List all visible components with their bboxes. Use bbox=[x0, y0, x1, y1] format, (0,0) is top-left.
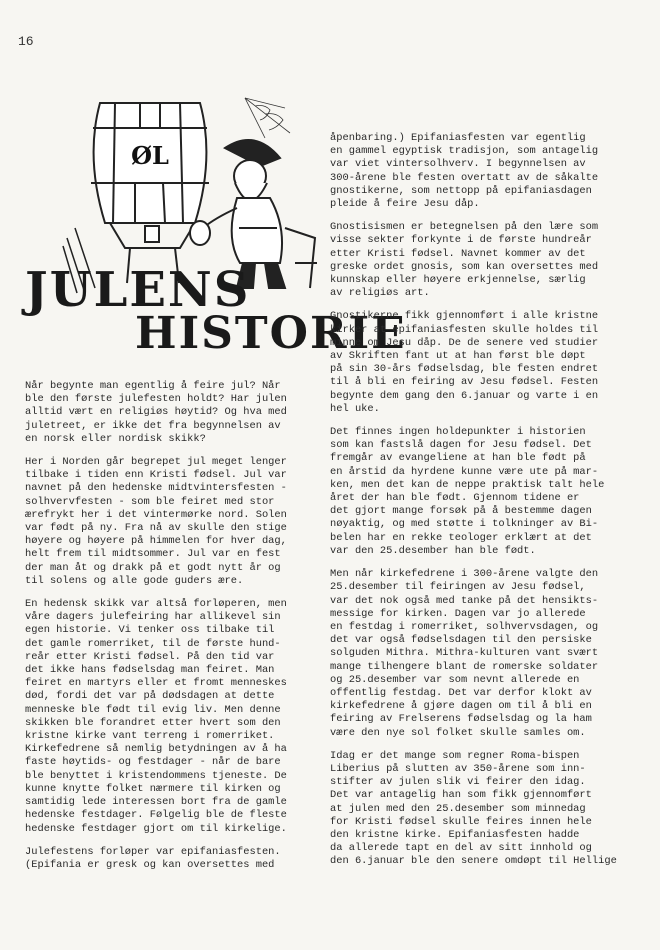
paragraph: En hedensk skikk var altså forløperen, men våre dagers julefeiring har allikevel sin egen historie. Vi tenker oss tilbake til det gamle romerriket, til de første hund- reår etter Kristi fødsel. På den tid var det ikke hans fødselsdag man feiret. Man feiret en martyrs eller et fromt menneskes død, fordi det var på dødsdagen at dette menneske ble født til evig liv. Men denne skikken ble forandret etter hvert som den kristne kirke vant terreng i romerriket. Kirkefedrene så nemlig betydningen av å ha faste høytids- og festdager - når de bare ble benyttet i kristendommens tjeneste. De kunne knytte folket nærmere til kirken og samtidig lede interessen bort fra de gamle hedenske festdager. Følgelig ble de fleste hedenske festdager gjort om til kirkelige. bbox=[25, 598, 287, 835]
paragraph: Det finnes ingen holdepunkter i historien som kan fastslå dagen for Jesu fødsel. Det fremgår av evangeliene at han ble født på en årstid da hyrdene kunne være ute på mar- ken, men det kan de neppe praktisk talt hele året der han ble født. Gjennom tidene er det gjort mange forsøk på å bestemme dagen nøyaktig, og med støtte i tolkninger av Bi- belen har en rekke teologer erklært at det var den 25.desember han ble født. bbox=[330, 426, 605, 557]
left-column bbox=[25, 380, 325, 882]
paragraph: Når begynte man egentlig å feire jul? Når ble den første julefesten holdt? Har julen alltid vært en religiøs høytid? Og hva med juletreet, er ikke det fra begynnelsen av en norsk eller nordisk skikk? bbox=[25, 380, 287, 445]
paragraph: Her i Norden går begrepet jul meget lenger tilbake i tiden enn Kristi fødsel. Jul var navnet på den hedenske midtvintersfesten - solhvervfesten - som ble feiret med stor ærefrykt her i det vintermørke nord. Solen var født på ny. Fra nå av skulle den stige høyere og høyere på himmelen for hver dag, helt frem til midtsommer. Jul var en fest der man åt og drakk på et godt nytt år og til solens og alle gode guders ære. bbox=[25, 456, 287, 587]
paragraph: åpenbaring.) Epifaniasfesten var egentlig en gammel egyptisk tradisjon, som antagelig var viet vintersolhverv. I begynnelsen av 300-årene ble festen overtatt av de såkalte gnostikerne, som nettopp på epifaniasdagen pleide å feire Jesu dåp. bbox=[330, 132, 599, 211]
paragraph: Men når kirkefedrene i 300-årene valgte den 25.desember til feiringen av Jesu fødsel, var det nok også med tanke på det hensikts- messige for kirken. Dagen var jo allerede en festdag i romerriket, solhvervsdagen, og det var også fødselsdagen til den persiske solguden Mithra. Mithra-kulturen vant svært mange tilhengere blant de romerske soldater og 25.desember var som nevnt allerede en offentlig festdag. Det var derfor klokt av kirkefedrene å gjøre dagen om til å bli en feiring av Frelserens fødselsdag og la ham være den nye sol folket skulle samles om. bbox=[330, 568, 599, 739]
paragraph: Gnostisismen er betegnelsen på den lære som visse sekter forkynte i de første hundreår etter Kristi fødsel. Navnet kommer av det greske ordet gnosis, som kan oversettes med kunnskap eller høyere erkjennelse, særlig av religiøs art. bbox=[330, 221, 599, 300]
page-number: 16 bbox=[18, 34, 34, 49]
spider-web-icon bbox=[245, 98, 290, 138]
title-line-2: HISTORIE bbox=[135, 308, 407, 359]
paragraph: Julefestens forløper var epifaniasfesten. (Epifania er gresk og kan oversettes med bbox=[25, 845, 281, 871]
right-column bbox=[330, 132, 630, 879]
title-line-1: JULENS bbox=[25, 262, 251, 318]
paragraph: Gnostikerne fikk gjennomført i alle kristne kirker at epifaniasfesten skulle holdes til minne om Jesu dåp. De de senere ved studier av Skriften fant ut at han først ble døpt på sin 30-års fødselsdag, ble festen endret til å bli en feiring av Jesu fødsel. Festen begynte dem gang den 6.januar og varte i en hel uke. bbox=[330, 310, 599, 415]
barrel-label: ØL bbox=[131, 141, 169, 170]
paragraph: Idag er det mange som regner Roma-bispen Liberius på slutten av 350-årene som inn- stifter av julen slik vi feirer den idag. Det var antagelig han som fikk gjennomført at julen med den 25.desember som minnedag for Kristi fødsel skulle feires innen hele den kristne kirke. Epifaniasfesten hadde da allerede tapt en del av sitt innhold og den 6.januar ble den senere omdøpt til Hellige bbox=[330, 749, 617, 868]
